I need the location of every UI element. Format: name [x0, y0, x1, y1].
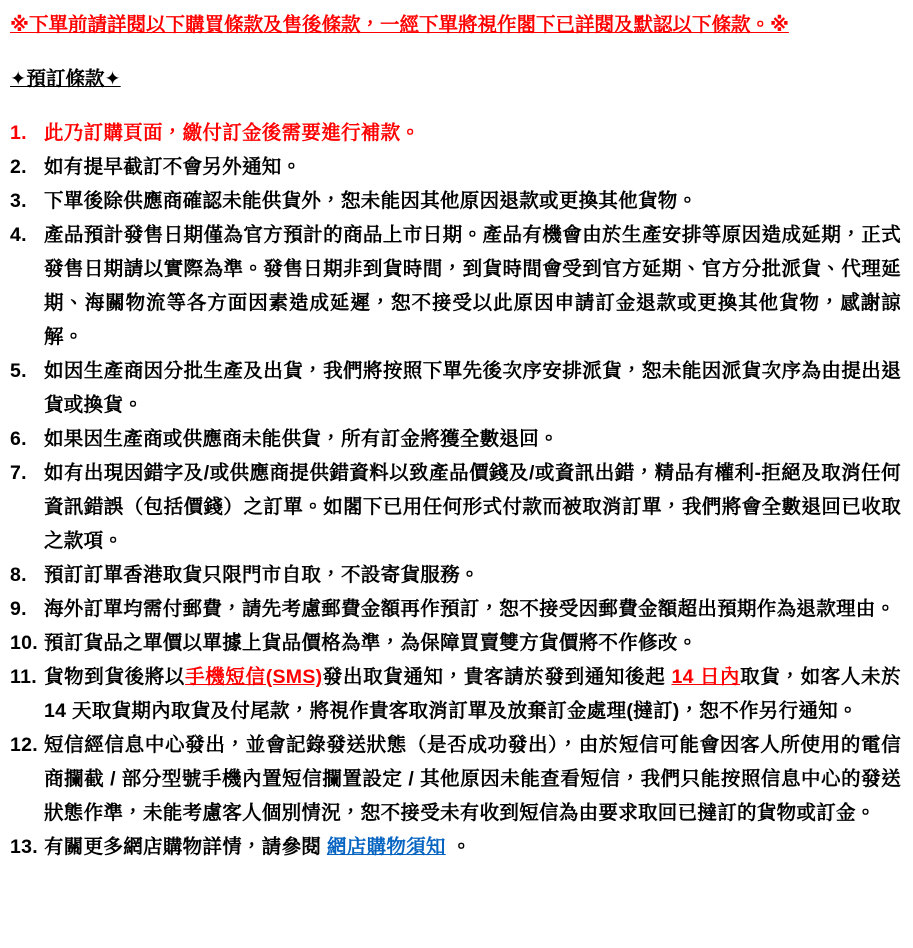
term-number: 6. — [10, 428, 27, 450]
term-number: 7. — [10, 462, 27, 484]
term-segment: 。 — [445, 836, 472, 858]
term-item-9 — [10, 592, 901, 626]
term-segment: 此乃訂購頁面，繳付訂金後需要進行補款。 — [44, 122, 421, 144]
term-segment: 海外訂單均需付郵費，請先考慮郵費金額再作預訂，恕不接受因郵費金額超出預期作為退款理由。 — [44, 598, 896, 620]
term-segment: 取貨，如客人未於 14 天取貨期內取貨及付尾款，將視作貴客取消訂單及放棄訂金處理(撻訂)，恕不作另行通知。 — [44, 666, 901, 722]
term-text — [44, 116, 901, 150]
term-text — [44, 558, 901, 592]
term-item-8 — [10, 558, 901, 592]
term-text — [44, 184, 901, 218]
term-item-13 — [10, 830, 901, 864]
section-header: ✦預訂條款✦ — [10, 68, 121, 90]
highlight-text: 14 日內 — [671, 666, 741, 688]
term-item-3 — [10, 184, 901, 218]
term-text — [44, 422, 901, 456]
term-item-4 — [10, 218, 901, 354]
term-segment: 預訂貨品之單價以單據上貨品價格為準，為保障買賣雙方貨價將不作修改。 — [44, 632, 698, 654]
highlight-text: 手機短信(SMS) — [185, 666, 323, 688]
term-segment: 下單後除供應商確認未能供貨外，恕未能因其他原因退款或更換其他貨物。 — [44, 190, 698, 212]
term-number: 1. — [10, 122, 27, 144]
terms-list — [10, 116, 901, 864]
term-segment: 如因生產商因分批生產及出貨，我們將按照下單先後次序安排派貨，恕未能因派貨次序為由提出退貨或換貨。 — [44, 360, 901, 416]
term-text — [44, 830, 901, 864]
shop-guide-link[interactable]: 網店購物須知 — [326, 836, 446, 858]
term-item-12 — [10, 728, 901, 830]
term-segment: 有關更多網店購物詳情，請參閱 — [44, 836, 327, 858]
term-segment: 貨物到貨後將以 — [44, 666, 186, 688]
term-number: 4. — [10, 224, 27, 246]
term-number: 12. — [10, 734, 39, 756]
term-item-5 — [10, 354, 901, 422]
term-item-2 — [10, 150, 901, 184]
term-segment: 產品預計發售日期僅為官方預計的商品上市日期。產品有機會由於生產安排等原因造成延期，正式發售日期請以實際為準。發售日期非到貨時間，到貨時間會受到官方延期、官方分批派貨、代理延期、海關物流等各方面因素造成延遲，恕不接受以此原因申請訂金退款或更換其他貨物，感謝諒解。 — [44, 224, 901, 348]
term-segment: 發出取貨通知，貴客請於發到通知後起 — [322, 666, 672, 688]
term-number: 13. — [10, 836, 39, 858]
term-item-7 — [10, 456, 901, 558]
term-number: 3. — [10, 190, 27, 212]
page-title: ※下單前請詳閱以下購買條款及售後條款，一經下單將視作閣下已詳閱及默認以下條款。※ — [10, 14, 789, 36]
term-segment: 預訂訂單香港取貨只限門市自取，不設寄貨服務。 — [44, 564, 480, 586]
term-number: 10. — [10, 632, 39, 654]
term-segment: 短信經信息中心發出，並會記錄發送狀態（是否成功發出），由於短信可能會因客人所使用的電信商攔截 / 部分型號手機內置短信攔置設定 / 其他原因未能查看短信，我們只能按照信息中心的發送狀態作準，未能考慮客人個別情況，恕不接受未有收到短信為由要求取回已撻訂的貨物或訂金。 — [44, 734, 901, 824]
term-number: 11. — [10, 666, 37, 688]
term-text — [44, 592, 901, 626]
term-segment: 如果因生產商或供應商未能供貨，所有訂金將獲全數退回。 — [44, 428, 559, 450]
term-number: 8. — [10, 564, 27, 586]
term-item-10 — [10, 626, 901, 660]
term-item-1 — [10, 116, 901, 150]
term-text — [44, 626, 901, 660]
term-text — [44, 660, 901, 728]
term-segment: 如有出現因錯字及/或供應商提供錯資料以致產品價錢及/或資訊出錯，精品有權利-拒絕及取消任何資訊錯誤（包括價錢）之訂單。如閣下已用任何形式付款而被取消訂單，我們將會全數退回已收取之款項。 — [44, 462, 901, 552]
term-item-11 — [10, 660, 901, 728]
term-text — [44, 456, 901, 558]
term-text — [44, 218, 901, 354]
term-number: 9. — [10, 598, 27, 620]
term-item-6 — [10, 422, 901, 456]
term-text — [44, 354, 901, 422]
term-number: 2. — [10, 156, 27, 178]
term-segment: 如有提早截訂不會另外通知。 — [44, 156, 302, 178]
term-text — [44, 728, 901, 830]
term-number: 5. — [10, 360, 27, 382]
term-text — [44, 150, 901, 184]
